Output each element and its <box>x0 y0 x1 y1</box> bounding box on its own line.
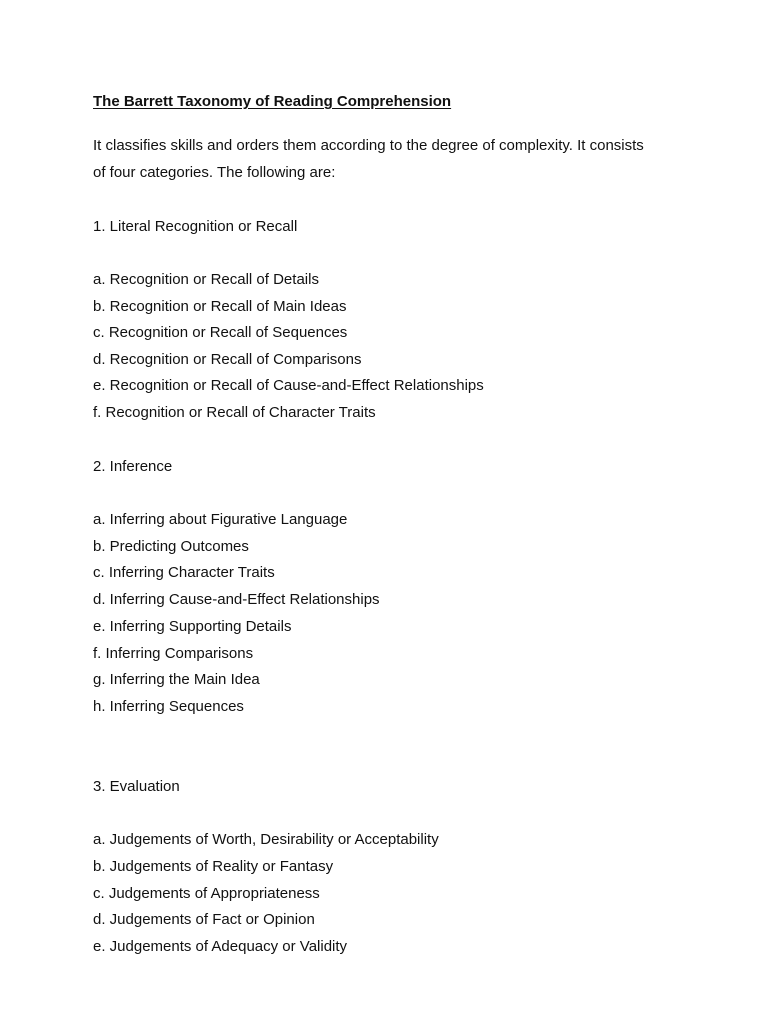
list-item: a. Recognition or Recall of Details <box>93 271 319 288</box>
list-item: b. Judgements of Reality or Fantasy <box>93 858 334 875</box>
list-item: d. Recognition or Recall of Comparisons <box>93 351 362 368</box>
list-item: c. Judgements of Appropriateness <box>93 885 320 902</box>
intro-line-1: It classifies skills and orders them according to the degree of complexity. It consists <box>93 137 644 154</box>
section-heading-evaluation: 3. Evaluation <box>93 778 180 795</box>
intro-line-2: of four categories. The following are: <box>93 164 336 181</box>
list-item: e. Recognition or Recall of Cause-and-Effect Relationships <box>93 377 484 394</box>
list-item: g. Inferring the Main Idea <box>93 671 260 688</box>
section-heading-inference: 2. Inference <box>93 458 173 475</box>
list-item: a. Judgements of Worth, Desirability or Acceptability <box>93 831 439 848</box>
list-item: b. Recognition or Recall of Main Ideas <box>93 298 347 315</box>
list-item: c. Inferring Character Traits <box>93 564 275 581</box>
list-item: b. Predicting Outcomes <box>93 538 249 555</box>
list-item: h. Inferring Sequences <box>93 698 244 715</box>
list-item: e. Judgements of Adequacy or Validity <box>93 938 348 955</box>
document-title: The Barrett Taxonomy of Reading Comprehension <box>93 93 452 110</box>
list-item: f. Inferring Comparisons <box>93 645 254 662</box>
list-item: e. Inferring Supporting Details <box>93 618 292 635</box>
list-item: c. Recognition or Recall of Sequences <box>93 324 348 341</box>
list-item: d. Judgements of Fact or Opinion <box>93 911 315 928</box>
list-item: a. Inferring about Figurative Language <box>93 511 348 528</box>
section-heading-literal: 1. Literal Recognition or Recall <box>93 218 298 235</box>
list-item: f. Recognition or Recall of Character Traits <box>93 404 376 421</box>
list-item: d. Inferring Cause-and-Effect Relationships <box>93 591 380 608</box>
